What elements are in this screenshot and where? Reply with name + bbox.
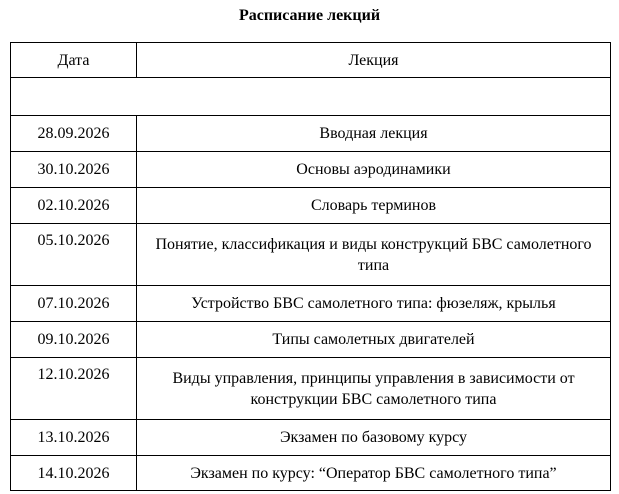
date-cell: 05.10.2026 — [11, 224, 137, 286]
page-title: Расписание лекций — [238, 7, 381, 24]
lecture-cell: Типы самолетных двигателей — [137, 322, 611, 358]
date-cell: 09.10.2026 — [11, 322, 137, 358]
table-header-row — [11, 43, 611, 78]
date-cell: 30.10.2026 — [11, 152, 137, 188]
table-row — [11, 116, 611, 152]
table-row — [11, 188, 611, 224]
lecture-cell: Понятие, классификация и виды конструкций БВС самолетного типа — [137, 224, 611, 286]
lecture-cell: Экзамен по базовому курсу — [137, 420, 611, 456]
lecture-cell: Устройство БВС самолетного типа: фюзеляж, крылья — [137, 286, 611, 322]
empty-row — [11, 78, 611, 116]
date-cell: 28.09.2026 — [11, 116, 137, 152]
lecture-cell: Основы аэродинамики — [137, 152, 611, 188]
lecture-cell: Виды управления, принципы управления в зависимости от конструкции БВС самолетного типа — [137, 358, 611, 420]
table-row — [11, 456, 611, 491]
lecture-cell: Словарь терминов — [137, 188, 611, 224]
table-row — [11, 224, 611, 286]
table-row — [11, 358, 611, 420]
date-cell: 13.10.2026 — [11, 420, 137, 456]
empty-cell — [11, 78, 611, 116]
date-cell: 02.10.2026 — [11, 188, 137, 224]
schedule-table — [10, 42, 611, 491]
date-cell: 12.10.2026 — [11, 358, 137, 420]
table-row — [11, 322, 611, 358]
column-header-date: Дата — [11, 43, 137, 78]
column-header-lecture: Лекция — [137, 43, 611, 78]
date-cell: 07.10.2026 — [11, 286, 137, 322]
table-row — [11, 420, 611, 456]
lecture-cell: Экзамен по курсу: “Оператор БВС самолетного типа” — [137, 456, 611, 491]
lecture-cell: Вводная лекция — [137, 116, 611, 152]
date-cell: 14.10.2026 — [11, 456, 137, 491]
table-row — [11, 152, 611, 188]
table-row — [11, 286, 611, 322]
